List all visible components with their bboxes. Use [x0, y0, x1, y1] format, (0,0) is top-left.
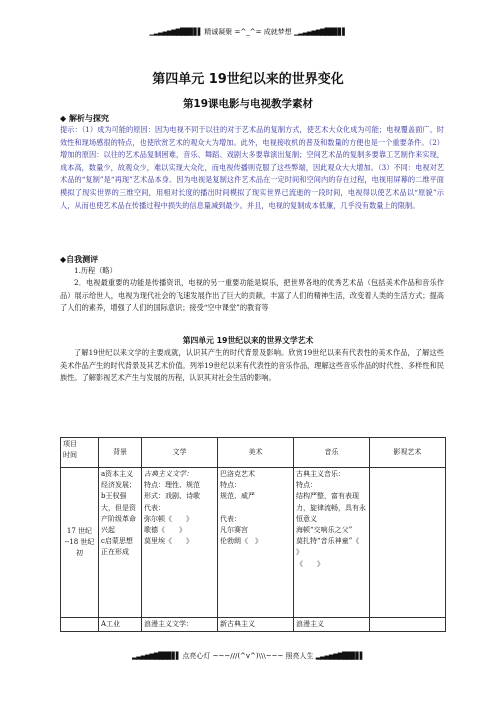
self-test-heading: ◆自我测评: [60, 255, 99, 264]
row2-film: [370, 618, 446, 632]
header-film: 影视艺术: [370, 438, 446, 468]
table-header-row: [61, 438, 446, 468]
lesson-title: 第19课电影与电视教学素材: [182, 98, 314, 110]
header-corner: 项目 时间: [61, 438, 99, 468]
unit-title: 第四单元 19世纪以来的世界变化: [152, 72, 344, 87]
header-banner-text: 精诚凝聚 =^_^= 成就梦想: [204, 28, 292, 36]
footer-right-bar: ▂▃▄▅▆▇█▉▊▋▌: [315, 652, 365, 660]
row1-film: [370, 468, 446, 618]
table-row: [61, 618, 446, 632]
self-test-item-1: 1.历程（略）: [74, 266, 117, 275]
self-test-item-2: 2．电视最重要的功能是传播资讯，电视的另一重要功能是娱乐，把世界各地的优秀艺术品（包括美术作品和音乐作品）展示给世人，电视为现代社会的飞速发展作出了巨大的贡献，丰富了人们的精神生活，改变着人类的生活方式；提高了人们的素养，增强了人们的国际意识；接受“空中课堂”的教育等: [60, 278, 444, 313]
footer-banner: [0, 651, 496, 661]
header-banner: [0, 27, 496, 37]
row2-music: 浪漫主义: [294, 618, 370, 632]
footer-left-bar: ▂▃▄▅▆▇█▉▊▋▌: [131, 652, 181, 660]
analysis-body: 提示：（1）成为可能的原因：因为电视不同于以往的对于艺术品的复制方式，使艺术大众化成为可能；电视覆盖面广、时效性和现场感很的特点，也使欣赏艺术的观众大为增加。此外，电视接收机的普及和数量的方便也是一个重要条件。（2）增加的原因：以往的艺术品复制困难，音乐、舞蹈、戏剧大多要靠演出复制；空间艺术品的复制多要靠工艺制作来实现，成本高，数量少，故观众少，难以实现大众化，而电视传播则克服了这些弊端，因此观众大大增加。（3）不同：电视对艺术品的“复制”是“再现”艺术品本身。因为电视是复制这件艺术品在一定时间和空间内的存在过程，电视用屏幕的二维平面模拟了现实世界的三维空间，用相对长度的播出时间模拟了现实世界已流逝的一段时间，电视得以使艺术品以“原貌”示人，从而也使艺术品在传播过程中损失的信息量减到最少。并且，电视的复制成本低廉，几乎没有数量上的限制。: [60, 125, 444, 210]
row1-music: 古典主义音乐： 特点： 结构严整，富有表现力，旋律流畅，具有永恒意义 海顿“交响乐之父” 莫扎特“音乐神童”《 》 《 》: [294, 468, 370, 618]
row2-background: A工业: [99, 618, 142, 632]
header-art: 美术: [218, 438, 294, 468]
row2-time: [61, 618, 99, 632]
unit-intro-title: 第四单元 19世纪以来的世界文学艺术: [182, 336, 314, 345]
footer-banner-text: 点亮心灯 ~~~///(^v^)\\\~~~ 照亮人生: [182, 652, 314, 660]
unit-intro-body: 了解19世纪以来文学的主要成就，认识其产生的时代背景及影响。欣赏19世纪以来有代表性的美术作品，了解这些美术作品产生的时代背景及其艺术价值。列举19世纪以来有代表性的音乐作品，理解这些音乐作品的时代性、多样性和民族性。了解影视艺术产生与发展的历程，认识其对社会生活的影响。: [60, 348, 444, 383]
table-row: [61, 468, 446, 618]
header-left-bar: ▁▂▃▄▅▆▇█▉▊▋▌: [149, 28, 203, 36]
row1-literature: [142, 468, 218, 618]
row1-art: 巴洛克艺术 特点： 规范、威严 代表： 凡尔赛宫 伦勃朗《 》: [218, 468, 294, 618]
row2-art: 新古典主义: [218, 618, 294, 632]
row1-time: 17 世纪 --18 世纪初: [61, 468, 99, 618]
era-summary-table: [60, 437, 446, 632]
header-right-bar: ▁▂▃▄▅▆▇█▉▊▋▌: [293, 28, 347, 36]
header-literature: 文学: [142, 438, 218, 468]
header-background: 背景: [99, 438, 142, 468]
analysis-heading: ◆ 解析与探究: [60, 114, 109, 123]
row1-literature-title: 古典主义文学：: [144, 470, 193, 478]
row1-literature-body: 特点：理性、规范 形式：戏剧、诗歌 代表： 弥尔顿《 》 歌德《 》 莫里埃《 》: [144, 481, 200, 546]
row2-literature: 浪漫主义文学：: [142, 618, 218, 632]
row1-background: a资本主义经济发展； b王权强大，但是资产阶级革命兴起 c启蒙思想正在形成: [99, 468, 142, 618]
header-music: 音乐: [294, 438, 370, 468]
